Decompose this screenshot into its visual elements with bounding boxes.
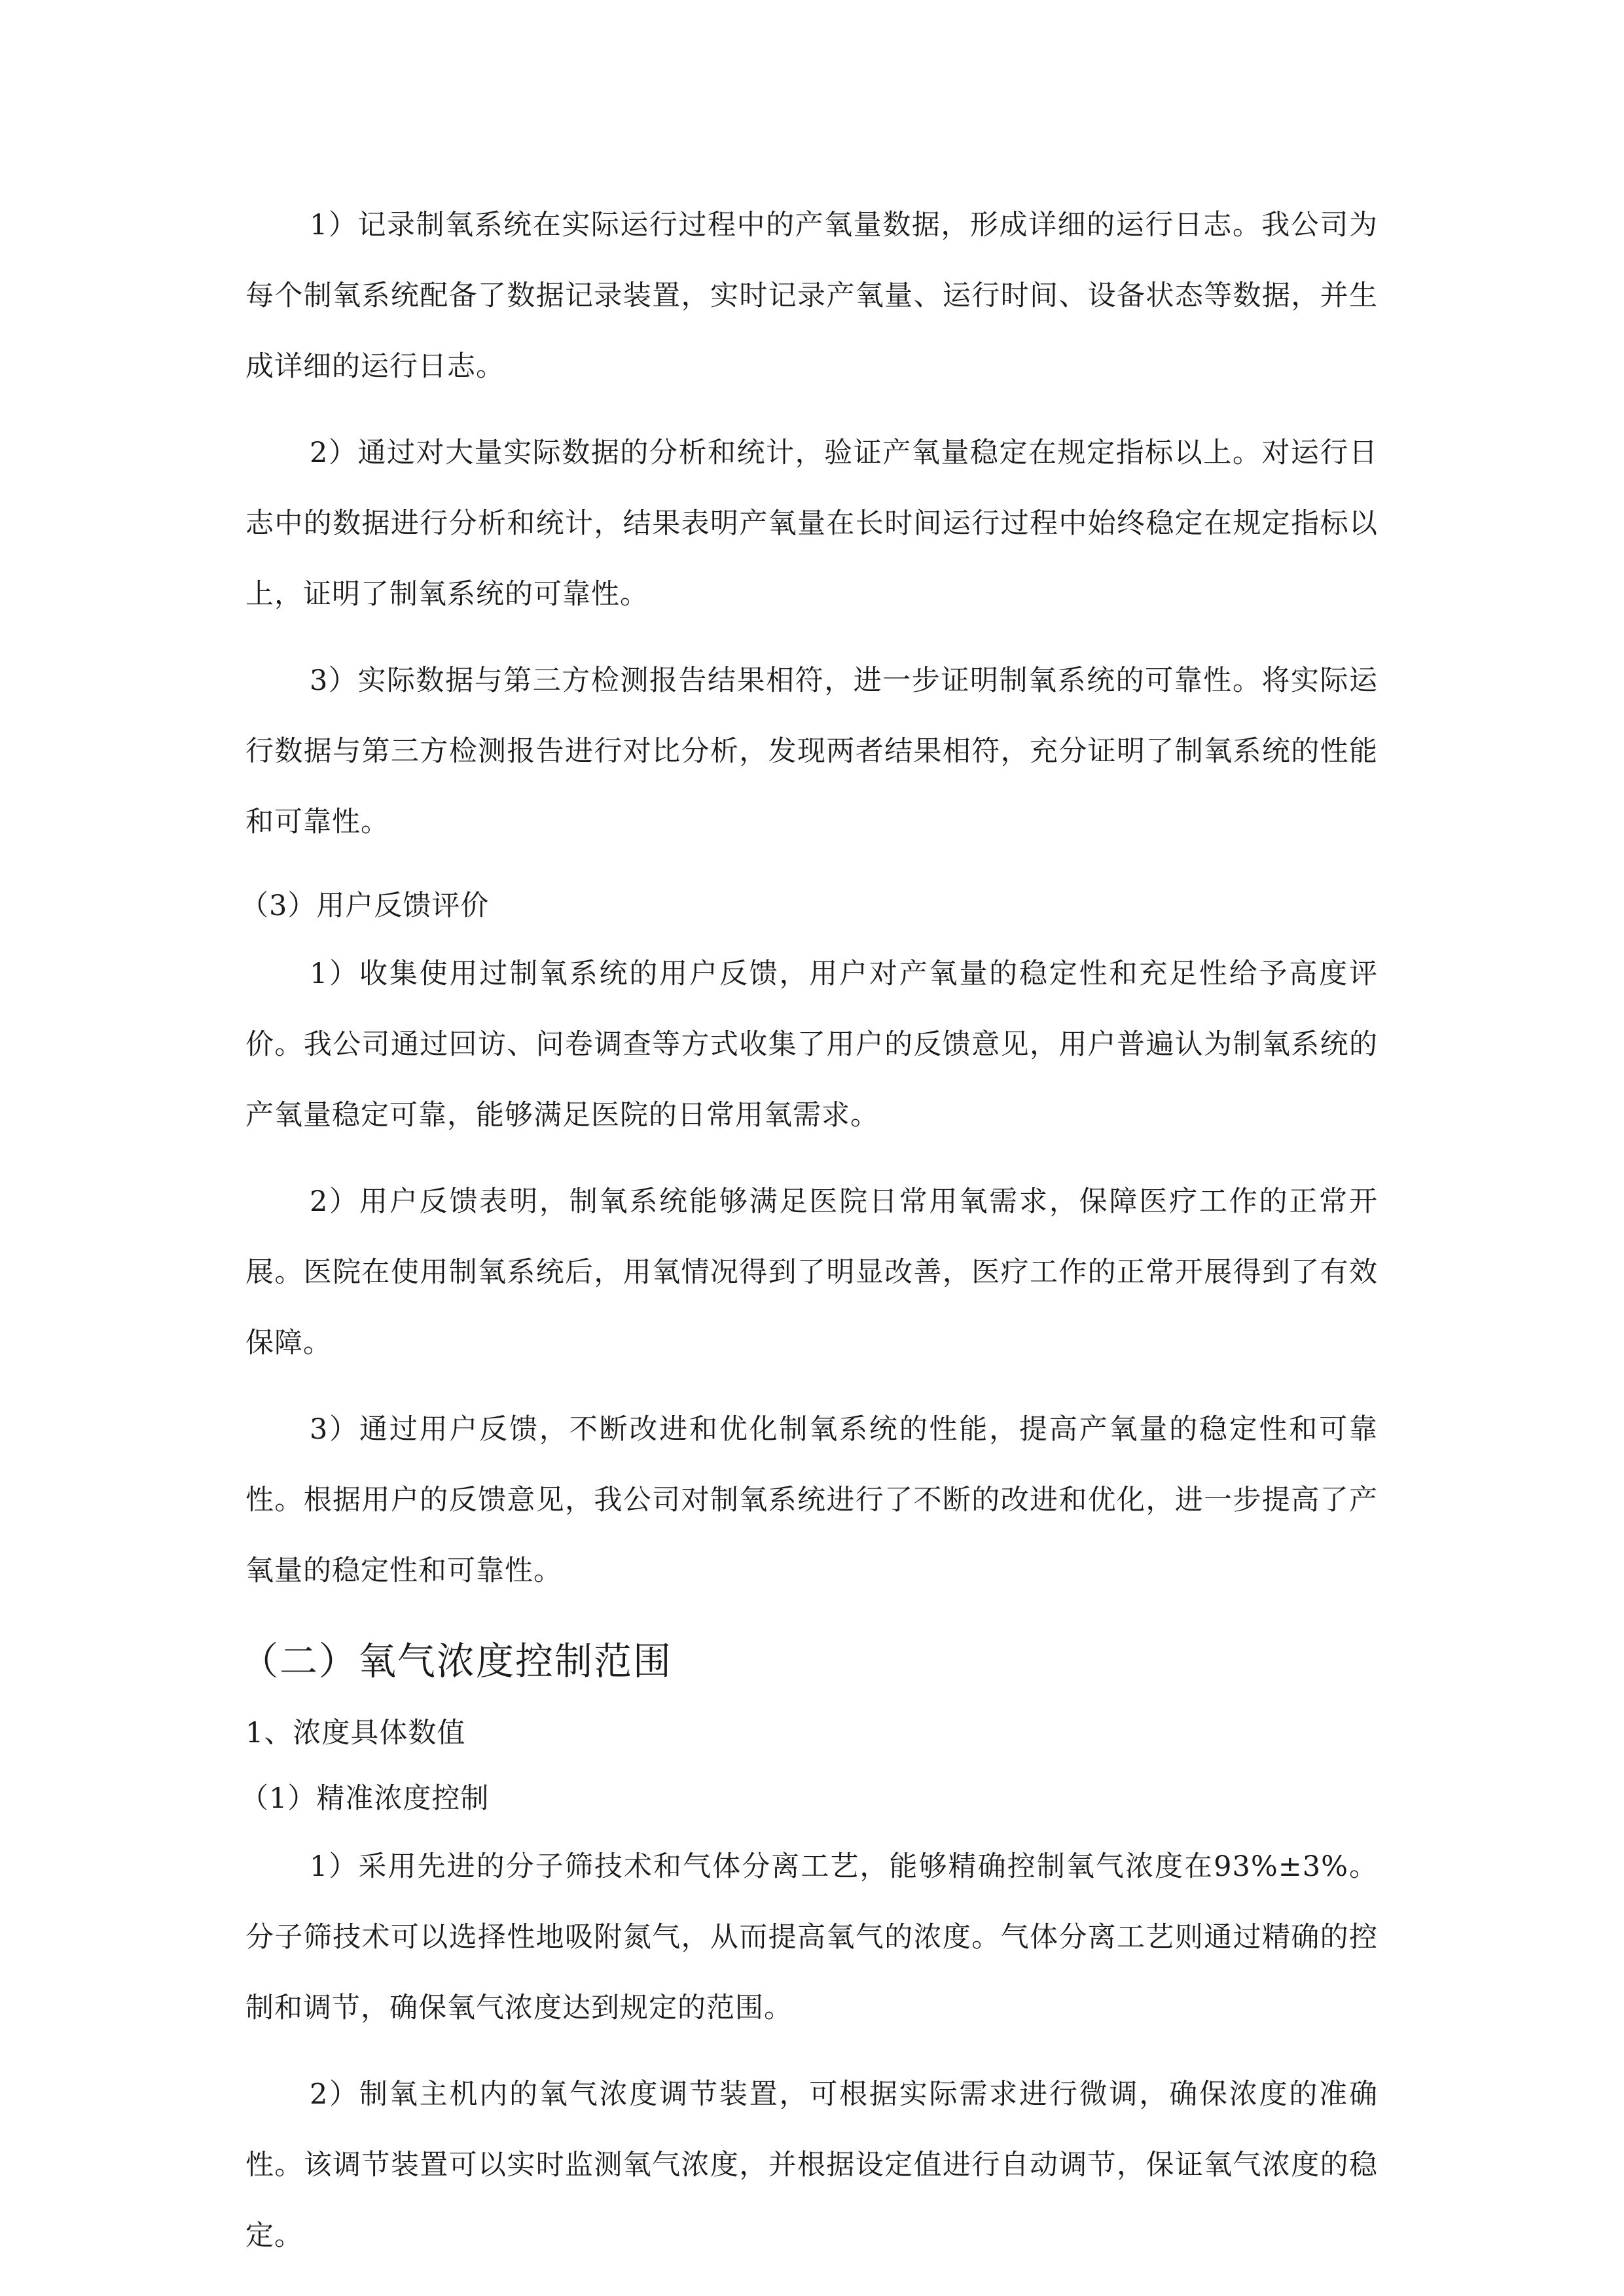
document-body: [240, 190, 1378, 2287]
paragraph-feedback-shows: 2）用户反馈表明，制氧系统能够满足医院日常用氧需求，保障医疗工作的正常开展。医院在使用制氧系统后，用氧情况得到了明显改善，医疗工作的正常开展得到了有效保障。: [245, 1185, 1378, 1359]
paragraph-third-party-report: 3）实际数据与第三方检测报告结果相符，进一步证明制氧系统的可靠性。将实际运行数据与第三方检测报告进行对比分析，发现两者结果相符，充分证明了制氧系统的性能和可靠性。: [245, 664, 1378, 838]
subheading-concentration-values: 1、浓度具体数值: [245, 1717, 466, 1749]
subheading-user-feedback: （3）用户反馈评价: [240, 889, 490, 922]
paragraph-record-data: 1）记录制氧系统在实际运行过程中的产氧量数据，形成详细的运行日志。我公司为每个制氧系统配备了数据记录装置，实时记录产氧量、运行时间、设备状态等数据，并生成详细的运行日志。: [245, 209, 1378, 383]
subheading-precise-control: （1）精准浓度控制: [240, 1782, 490, 1815]
paragraph-collect-feedback: 1）收集使用过制氧系统的用户反馈，用户对产氧量的稳定性和充足性给予高度评价。我公司通过回访、问卷调查等方式收集了用户的反馈意见，用户普遍认为制氧系统的产氧量稳定可靠，能够满足医院的日常用氧需求。: [245, 958, 1378, 1132]
paragraph-adjustment-device: 2）制氧主机内的氧气浓度调节装置，可根据实际需求进行微调，确保浓度的准确性。该调节装置可以实时监测氧气浓度，并根据设定值进行自动调节，保证氧气浓度的稳定。: [245, 2078, 1378, 2252]
section-heading-oxygen-concentration: （二）氧气浓度控制范围: [240, 1639, 673, 1683]
paragraph-molecular-sieve: 1）采用先进的分子筛技术和气体分离工艺，能够精确控制氧气浓度在93%±3%。分子筛技术可以选择性地吸附氮气，从而提高氧气的浓度。气体分离工艺则通过精确的控制和调节，确保氧气浓度达到规定的范围。: [245, 1850, 1378, 2024]
paragraph-analysis-statistics: 2）通过对大量实际数据的分析和统计，验证产氧量稳定在规定指标以上。对运行日志中的数据进行分析和统计，结果表明产氧量在长时间运行过程中始终稳定在规定指标以上，证明了制氧系统的可靠性。: [245, 437, 1378, 611]
paragraph-improve-optimize: 3）通过用户反馈，不断改进和优化制氧系统的性能，提高产氧量的稳定性和可靠性。根据用户的反馈意见，我公司对制氧系统进行了不断的改进和优化，进一步提高了产氧量的稳定性和可靠性。: [245, 1413, 1378, 1587]
